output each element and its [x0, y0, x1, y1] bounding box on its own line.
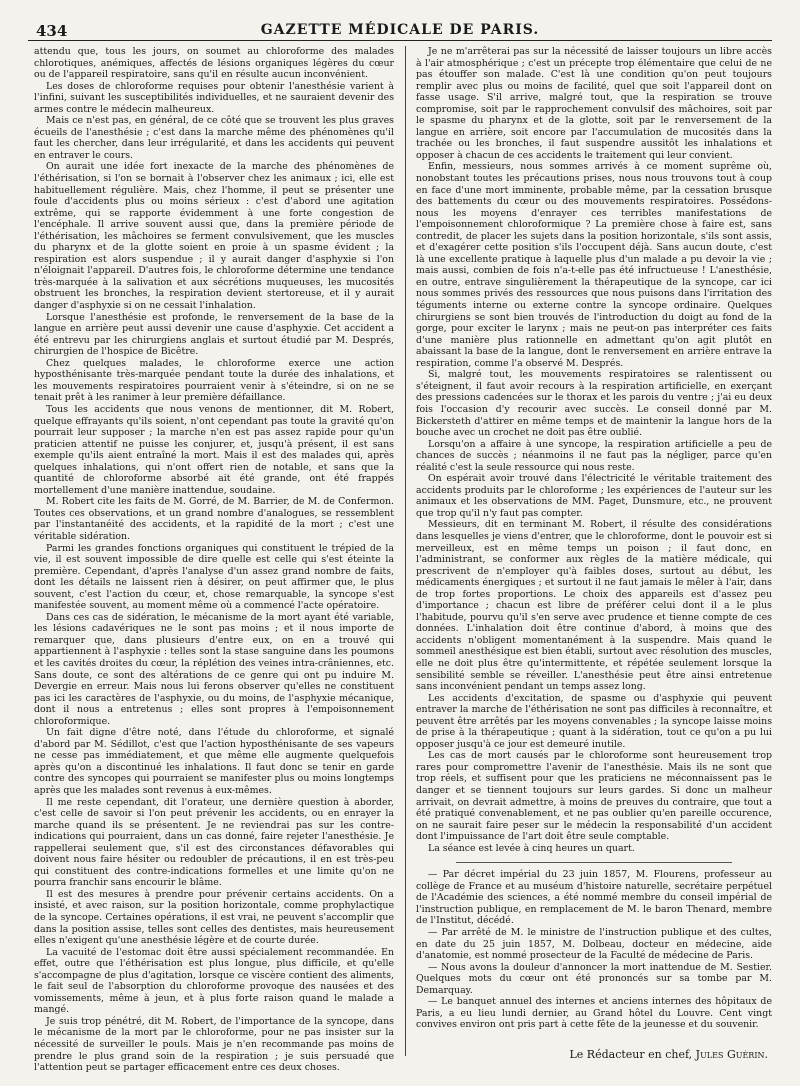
paragraph: attendu que, tous les jours, on soumet au chloroforme des malades chlorotiques, anémiques, affectés de lésions organiques légères du cœur ou de l'appareil respiratoire, sans qu'il en résulte aucun inconvénient. — [34, 46, 394, 81]
paragraph: Les doses de chloroforme requises pour obtenir l'anesthésie varient à l'infini, suivant les susceptibilités individuelles, et ne sauraient devenir des armes contre le médecin malheureux. — [34, 80, 394, 115]
news-item: — Nous avons la douleur d'annoncer la mort inattendue de M. Sestier. Quelques mots du cœur ont été prononcés sur sa tombe par M. Demarquay. — [416, 961, 772, 996]
paragraph: Messieurs, dit en terminant M. Robert, il résulte des considérations dans lesquelles je viens d'entrer, que le chloroforme, dont le pouvoir est si merveilleux, est en même temps un poison ; il faut donc, en l'administrant, se conformer aux règles de la matière médicale, qui prescrivent de n'employer qu'à faibles doses, surtout au début, les médicaments énergiques ; et surtout il ne faut jamais le mêler à l'air, dans de trop fortes proportions. Le choix des appareils est d'assez peu d'importance ; chacun est libre de préférer celui dont il a le plus l'habitude, pourvu qu'il s'en serve avec prudence et tienne compte de ces données. L'inhalation doit être continue d'abord, à moins que des accidents n'obligent momentanément à la suspendre. Mais quand le sommeil anesthésique est bien établi, surtout avec résolution des muscles, elle ne doit plus être qu'intermittente, et répétée seulement lorsque la sensibilité semble se réveiller. L'anesthésie peut être ainsi entretenue sans inconvénient pendant un temps assez long. — [416, 519, 772, 693]
column-divider — [405, 46, 406, 1056]
paragraph: Parmi les grandes fonctions organiques qui constituent le trépied de la vie, il est souvent impossible de dire quelle est celle qui s'est éteinte la première. Cependant, d'après l'analyse d'un assez grand nombre de faits, dont les détails ne laissent rien à désirer, on peut affirmer que, le plus souvent, c'est l'action du cœur, et, chose remarquable, la syncope s'est manifestée souvent, au moment même où a commencé l'acte opératoire. — [34, 542, 394, 612]
page-number: 434 — [36, 22, 68, 40]
paragraph: Chez quelques malades, le chloroforme exerce une action hyposthénisante très-marquée pendant toute la durée des inhalations, et les mouvements respiratoires pourraient venir à s'éteindre, si on ne se tenait prêt à les ranimer à leur première défaillance. — [34, 357, 394, 404]
paragraph: Je suis trop pénétré, dit M. Robert, de l'importance de la syncope, dans le mécanisme de la mort par le chloroforme, pour ne pas insister sur la nécessité de surveiller le pouls. Mais je n'en recommande pas moins de prendre le plus grand soin de la respiration ; je suis persuadé que l'attention peut se partager efficacement entre ces deux choses. — [34, 1015, 394, 1074]
paragraph: On espérait avoir trouvé dans l'électricité le véritable traitement des accidents produits par le chloroforme ; les expériences de l'auteur sur les animaux et les observations de MM. Paget, Dunsmure, etc., ne prouvent que trop qu'il n'y faut pas compter. — [416, 473, 772, 519]
paragraph: Un fait digne d'être noté, dans l'étude du chloroforme, et signalé d'abord par M. Sédillot, c'est que l'action hyposthénisante de ses vapeurs ne cesse pas immédiatement, et que même elle augmente quelquefois après qu'on a discontinué les inhalations. Il faut donc se tenir en garde contre des syncopes qui pourraient se manifester plus ou moins longtemps après que les malades sont revenus à eux-mêmes. — [34, 727, 394, 796]
editor-signature — [570, 1048, 769, 1061]
signature-name: Jules Guérin. — [695, 1048, 768, 1061]
news-item: — Par arrêté de M. le ministre de l'instruction publique et des cultes, en date du 25 juin 1857, M. Dolbeau, docteur en médecine, aide d'anatomie, est nommé prosecteur de la Faculté de médecine de Paris. — [416, 927, 772, 962]
news-item: — Par décret impérial du 23 juin 1857, M. Flourens, professeur au collège de France et au muséum d'histoire naturelle, secrétaire perpétuel de l'Académie des sciences, a été nommé membre du conseil impérial de l'instruction publique, en remplacement de M. le baron Thenard, membre de l'Institut, décédé. — [416, 869, 772, 927]
paragraph: M. Robert cite les faits de M. Gorré, de M. Barrier, de M. de Confermon. Toutes ces observations, et un grand nombre d'analogues, se ressemblent par l'instantanéité des accidents, et la rapidité de la mort ; c'est une véritable sidération. — [34, 496, 394, 542]
paragraph: Si, malgré tout, les mouvements respiratoires se ralentissent ou s'éteignent, il faut avoir recours à la respiration artificielle, en exerçant des pressions cadencées sur le thorax et les parois du ventre ; j'ai eu deux fois l'occasion d'y recourir avec succès. Le conseil donné par M. Bickersteth d'attirer en même temps et de maintenir la langue hors de la bouche avec un crochet ne doit pas être oublié. — [416, 369, 772, 439]
paragraph: Tous les accidents que nous venons de mentionner, dit M. Robert, quelque effrayants qu'ils soient, n'ont cependant pas toute la gravité qu'on pourrait leur supposer ; la marche n'en est pas assez rapide pour qu'un praticien attentif ne puisse les conjurer, et, jusqu'à présent, il est sans exemple qu'ils aient entraîné la mort. Mais il est des malades qui, après quelques inhalations, qui n'ont offert rien de notable, et sans que la quantité de chloroforme absorbé ait été grande, ont été frappés mortellement d'une manière inattendue, soudaine. — [34, 403, 394, 496]
paragraph: Lorsqu'on a affaire à une syncope, la respiration artificielle a peu de chances de succès ; néanmoins il ne faut pas la négliger, parce qu'en réalité c'est la seule ressource qui nous reste. — [416, 438, 772, 473]
left-column — [34, 46, 394, 1074]
news-item: — Le banquet annuel des internes et anciens internes des hôpitaux de Paris, a eu lieu lundi dernier, au Grand hôtel du Louvre. Cent vingt convives environ ont pris part à cette fête de la jeunesse et du souvenir. — [416, 996, 772, 1031]
running-title: GAZETTE MÉDICALE DE PARIS. — [260, 22, 540, 38]
paragraph: Les accidents d'excitation, de spasme ou d'asphyxie qui peuvent entraver la marche de l'éthérisation ne sont pas difficiles à reconnaître, et peuvent être arrêtés par les moyens convenables ; la syncope laisse moins de prise à la thérapeutique ; quant à la sidération, tout ce qu'on a pu lui opposer jusqu'à ce jour est demeuré inutile. — [416, 692, 772, 750]
paragraph: Il est des mesures à prendre pour prévenir certains accidents. On a insisté, et avec raison, sur la position horizontale, comme prophylactique de la syncope. Certaines opérations, il est vrai, ne peuvent s'accomplir que dans la position assise, telles sont celles des dentistes, mais heureusement elles n'exigent qu'une anesthésie légère et de courte durée. — [34, 888, 394, 947]
signature-role: Le Rédacteur en chef, — [569, 1048, 693, 1061]
right-column — [416, 46, 772, 1056]
paragraph: Il me reste cependant, dit l'orateur, une dernière question à aborder, c'est celle de savoir si l'on peut prévenir les accidents, ou en enrayer la marche quand ils se présentent. Je ne reviendrai pas sur les contre-indications qui pourraient, dans un cas donné, faire rejeter l'anesthésie. Je rappellerai seulement que, s'il est des circonstances défavorables qui doivent nous faire hésiter ou redoubler de précautions, il en est très-peu qui constituent des contre-indications formelles et une limite qu'on ne pourra franchir sans encourir le blâme. — [34, 796, 394, 889]
paragraph: La vacuité de l'estomac doit être aussi spécialement recommandée. En effet, outre que l'éthérisation est plus longue, plus difficile, et qu'elle s'accompagne de plus d'agitation, lorsque ce viscère contient des aliments, le fait seul de l'absorption du chloroforme provoque des nausées et des vomissements, même à jeun, et à plus forte raison quand le malade a mangé. — [34, 946, 394, 1016]
section-rule — [456, 862, 732, 863]
session-closing: La séance est levée à cinq heures un quart. — [428, 842, 635, 854]
paragraph: Lorsque l'anesthésie est profonde, le renversement de la base de la langue en arrière peut aussi devenir une cause d'asphyxie. Cet accident a été entrevu par les chirurgiens anglais et surtout étudié par M. Després, chirurgien de l'hospice de Bicêtre. — [34, 311, 394, 358]
paragraph: Les cas de mort causés par le chloroforme sont heureusement trop rares pour compromettre l'avenir de l'anesthésie. Mais ils ne sont que trop réels, et suffisent pour que les praticiens ne méconnaissent pas le danger et se tiennent toujours sur leurs gardes. Si donc un malheur arrivait, on devrait admettre, à moins de preuves du contraire, que tout a été pratiqué convenablement, et ne pas oublier qu'en pareille occurence, on ne saurait faire peser sur le médecin la responsabilité d'un accident dont l'impuissance de l'art doit être seule comptable. — [416, 750, 772, 843]
page-header — [28, 22, 772, 41]
paragraph: Mais ce n'est pas, en général, de ce côté que se trouvent les plus graves écueils de l'anesthésie ; c'est dans la marche même des phénomènes qu'il faut les chercher, dans leur irrégularité, et dans les accidents qui peuvent en entraver le cours. — [34, 115, 394, 161]
paragraph: Dans ces cas de sidération, le mécanisme de la mort ayant été variable, les lésions cadavériques ne le sont pas moins ; et il nous importe de remarquer que, dans plusieurs d'entre eux, on en a trouvé qui appartiennent à l'asphyxie : telles sont la stase sanguine dans les poumons et les cavités droites du cœur, la réplétion des veines intra-crâniennes, etc. Sans doute, ce sont des altérations de ce genre qui ont pu induire M. Devergie en erreur. Mais nous lui ferons observer qu'elles ne constituent pas ici les caractères de l'asphyxie, ou du moins, de l'asphyxie mécanique, dont il nous a entretenus ; elles sont propres à l'empoisonnement chloroformique. — [34, 611, 394, 727]
paragraph: On aurait une idée fort inexacte de la marche des phénomènes de l'éthérisation, si l'on se bornait à l'observer chez les animaux ; ici, elle est habituellement régulière. Mais, chez l'homme, il peut se présenter une foule d'accidents plus ou moins sérieux : c'est d'abord une agitation extrême, qui se rapporte évidemment à une forte congestion de l'encéphale. Il arrive souvent aussi que, dans la première période de l'éthérisation, les mâchoires se ferment convulsivement, que les muscles du pharynx et de la glotte soient en proie à un spasme évident ; la respiration est alors suspendue ; il y aurait danger d'asphyxie si l'on n'éloignait l'appareil. D'autres fois, le chloroforme détermine une tendance très-marquée à la salivation et aux sécrétions muqueuses, les mucosités obstruent les bronches, la respiration devient stertoreuse, et il y aurait danger d'asphyxie si on ne cessait l'inhalation. — [34, 161, 394, 312]
paragraph: Je ne m'arrêterai pas sur la nécessité de laisser toujours un libre accès à l'air atmosphérique ; c'est un précepte trop élémentaire que celui de ne pas étouffer son malade. C'est là une condition qu'on peut toujours remplir avec plus ou moins de facilité, quel que soit l'appareil dont on fasse usage. S'il arrive, malgré tout, que la respiration se trouve compromise, soit par le rapprochement convulsif des mâchoires, soit par le spasme du pharynx et de la glotte, soit par le renversement de la langue en arrière, soit encore par l'accumulation de mucosités dans la trachée ou les bronches, il faut suspendre aussitôt les inhalations et opposer à chacun de ces accidents le traitement qui leur convient. — [416, 46, 772, 161]
paragraph: Enfin, messieurs, nous sommes arrivés à ce moment suprême où, nonobstant toutes les précautions prises, nous nous trouvons tout à coup en face d'une mort imminente, probable même, par la cessation brusque des battements du cœur ou des mouvements respiratoires. Possédons-nous les moyens d'enrayer ces terribles manifestations de l'empoisonnement chloroformique ? La première chose à faire est, sans contredit, de placer les sujets dans la position horizontale, s'ils sont assis, et d'exagérer cette position s'ils l'occupent déjà. Sans aucun doute, c'est là une excellente pratique à laquelle plus d'un malade a pu devoir la vie ; mais aussi, combien de fois n'a-t-elle pas été infructueuse ! L'anesthésie, en outre, entrave singulièrement la thérapeutique de la syncope, car ici nous sommes privés des ressources que nous puisons dans l'irritation des téguments interne ou externe contre la syncope ordinaire. Quelques chirurgiens se sont bien trouvés de l'introduction du doigt au fond de la gorge, pour exciter le larynx ; mais ne peut-on pas interpréter ces faits d'une manière plus rationnelle en admettant qu'on agit plutôt en abaissant la base de la langue, dont le renversement en arrière entrave la respiration, comme l'a observé M. Després. — [416, 161, 772, 369]
